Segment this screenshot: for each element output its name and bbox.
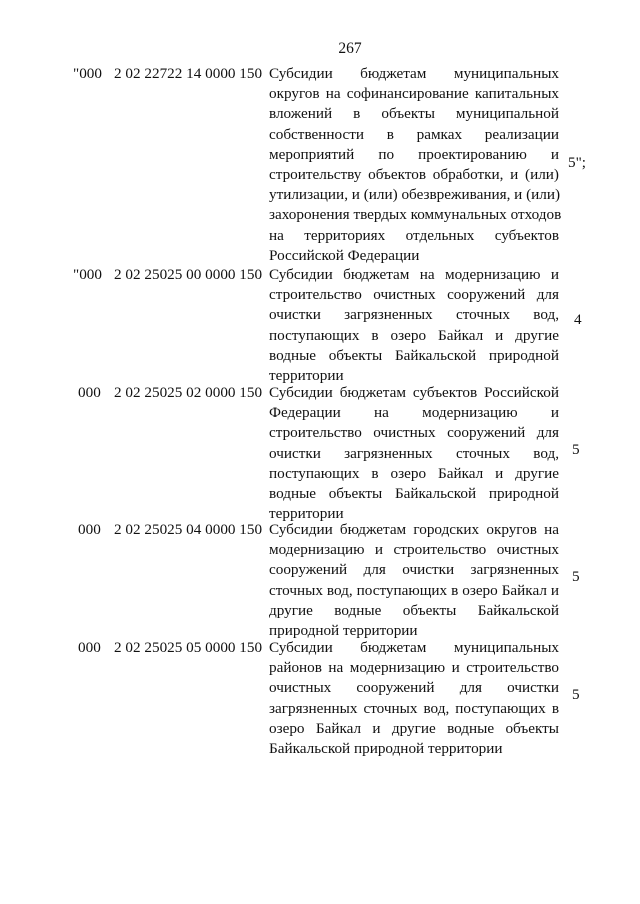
- name-line: строительство очистных сооружений для: [269, 424, 559, 442]
- budget-code: 2 02 22722 14 0000 150: [114, 65, 263, 82]
- name-line: утилизации, и (или) обезвреживания, и (или): [269, 186, 561, 204]
- revenue-name: [269, 520, 559, 641]
- name-line: Федерации на модернизацию и: [269, 404, 559, 422]
- name-line: другие водные объекты Байкальской: [269, 601, 559, 619]
- name-line: Субсидии бюджетам муниципальных: [269, 65, 559, 82]
- name-line: Субсидии бюджетам субъектов Российской: [269, 384, 559, 401]
- budget-code: 2 02 25025 05 0000 150: [114, 639, 263, 656]
- budget-code: 2 02 25025 04 0000 150: [114, 521, 263, 538]
- name-line: мероприятий по проектированию и: [269, 145, 559, 163]
- amount-value: 5: [572, 568, 580, 585]
- revenue-name: [269, 265, 559, 386]
- name-line: водные объекты Байкальской природной: [269, 346, 559, 364]
- name-line: вложений в объекты муниципальной: [269, 105, 559, 123]
- name-line: загрязненных сточных вод, поступающих в: [269, 699, 559, 717]
- name-line: Байкальской природной территории: [269, 740, 503, 758]
- name-line: собственности в рамках реализации: [269, 125, 559, 143]
- amount-value: 5";: [568, 154, 587, 171]
- name-line: округов на софинансирование капитальных: [269, 85, 559, 103]
- name-line: природной территории: [269, 622, 418, 640]
- name-line: строительство очистных сооружений для: [269, 286, 559, 304]
- name-line: захоронения твердых коммунальных отходов: [269, 206, 562, 224]
- name-line: сточных вод, поступающих в озеро Байкал и: [269, 581, 559, 599]
- amount-value: 4: [574, 311, 582, 328]
- budget-code: 2 02 25025 00 0000 150: [114, 266, 263, 283]
- budget-code: 2 02 25025 02 0000 150: [114, 384, 263, 401]
- name-line: Субсидии бюджетам на модернизацию и: [269, 266, 559, 283]
- revenue-name: [269, 383, 559, 524]
- name-line: очистки загрязненных сточных вод,: [269, 444, 559, 462]
- revenue-name: [269, 64, 562, 266]
- name-line: сооружений для очистки загрязненных: [269, 561, 559, 579]
- admin-code: "000: [73, 266, 102, 283]
- name-line: модернизацию и строительство очистных: [269, 541, 559, 559]
- name-line: очистных сооружений для очистки: [269, 679, 559, 697]
- name-line: строительству объектов обработки, и (или): [269, 166, 559, 184]
- admin-code: 000: [78, 521, 101, 538]
- name-line: на территориях отдельных субъектов: [269, 226, 559, 244]
- revenue-name: [269, 638, 559, 759]
- name-line: территории: [269, 367, 344, 385]
- admin-code: 000: [78, 639, 101, 656]
- name-line: Российской Федерации: [269, 246, 420, 264]
- name-line: поступающих в озеро Байкал и другие: [269, 326, 559, 344]
- name-line: водные объекты Байкальской природной: [269, 485, 559, 503]
- admin-code: 000: [78, 384, 101, 401]
- amount-value: 5: [572, 441, 580, 458]
- name-line: территории: [269, 505, 344, 523]
- page-number: 267: [338, 40, 362, 57]
- name-line: Субсидии бюджетам муниципальных: [269, 639, 559, 656]
- name-line: очистки загрязненных сточных вод,: [269, 306, 559, 324]
- name-line: Субсидии бюджетам городских округов на: [269, 521, 559, 538]
- amount-value: 5: [572, 686, 580, 703]
- name-line: озеро Байкал и другие водные объекты: [269, 719, 559, 737]
- name-line: поступающих в озеро Байкал и другие: [269, 464, 559, 482]
- admin-code: "000: [73, 65, 102, 82]
- name-line: районов на модернизацию и строительство: [269, 659, 559, 677]
